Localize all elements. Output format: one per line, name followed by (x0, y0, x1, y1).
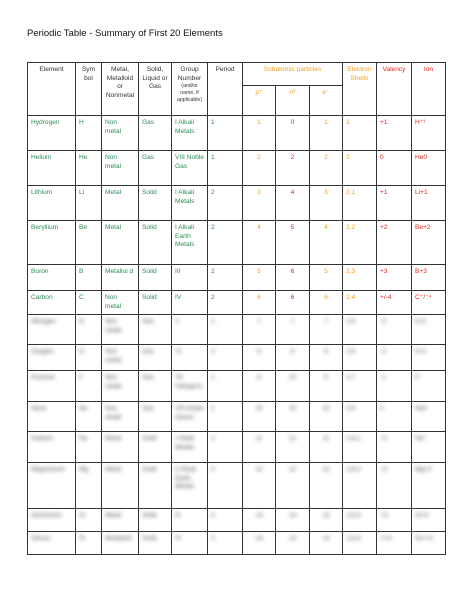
state-cell: Solid (139, 265, 172, 291)
symbol-cell: O (76, 345, 102, 371)
header-ion: Ion (412, 63, 446, 116)
electrons-cell: 10 (310, 402, 343, 432)
period-cell: 3 (208, 532, 243, 555)
protons-cell: 8 (243, 345, 276, 371)
protons-cell: 12 (243, 463, 276, 509)
neutrons-cell: 2 (276, 151, 310, 186)
type-cell: Non metal (102, 116, 139, 151)
type-cell: Metalloi d (102, 265, 139, 291)
header-valency: Valency (377, 63, 412, 116)
ion-cell: B+3 (412, 265, 446, 291)
electrons-cell: 5 (310, 265, 343, 291)
element-cell: Beryllium (28, 221, 76, 265)
page-title: Periodic Table - Summary of First 20 Elements (27, 28, 223, 39)
electrons-cell: 7 (310, 315, 343, 345)
type-cell: Non metal (102, 151, 139, 186)
valency-cell: +/-4 (377, 291, 412, 315)
header-group (172, 63, 208, 116)
state-cell: Solid (139, 291, 172, 315)
type-cell: Non metal (102, 315, 139, 345)
element-cell: Aluminium (28, 509, 76, 532)
neutrons-cell: 7 (276, 315, 310, 345)
elements-table (27, 62, 446, 555)
valency-cell: -2 (377, 345, 412, 371)
state-cell: Gas (139, 315, 172, 345)
neutrons-cell: 12 (276, 432, 310, 463)
protons-cell: 2 (243, 151, 276, 186)
shells-cell: 2,8,2 (343, 463, 377, 509)
type-cell: Metalloid (102, 532, 139, 555)
group-cell: I Alkali Metals (172, 116, 208, 151)
symbol-cell: C (76, 291, 102, 315)
state-cell: Solid (139, 186, 172, 221)
symbol-cell: Si (76, 532, 102, 555)
type-cell: Non metal (102, 402, 139, 432)
neutrons-cell: 6 (276, 291, 310, 315)
ion-cell: H⁺¹ (412, 116, 446, 151)
group-cell: VIII Noble Gas (172, 151, 208, 186)
symbol-cell: H (76, 116, 102, 151)
element-cell: Neon (28, 402, 76, 432)
shells-cell: 2,6 (343, 345, 377, 371)
shells-cell: 1 (343, 116, 377, 151)
header-group-title: Group Number (177, 66, 202, 82)
state-cell: Gas (139, 151, 172, 186)
valency-cell: 0 (377, 151, 412, 186)
period-cell: 2 (208, 186, 243, 221)
valency-cell: +1 (377, 116, 412, 151)
header-neutrons: n⁰ (276, 86, 310, 116)
table-row (28, 186, 446, 221)
ion-cell: Na⁺ (412, 432, 446, 463)
electrons-cell: 14 (310, 532, 343, 555)
valency-cell: +/-4 (377, 532, 412, 555)
ion-cell: O-2 (412, 345, 446, 371)
type-cell: Metal (102, 221, 139, 265)
group-cell: I Alkali Metals (172, 432, 208, 463)
valency-cell: +3 (377, 509, 412, 532)
symbol-cell: He (76, 151, 102, 186)
neutrons-cell: 6 (276, 265, 310, 291)
state-cell: Solid (139, 463, 172, 509)
table-row (28, 221, 446, 265)
period-cell: 2 (208, 291, 243, 315)
neutrons-cell: 0 (276, 116, 310, 151)
ion-cell: N-3 (412, 315, 446, 345)
group-cell: VI (172, 345, 208, 371)
valency-cell: +1 (377, 186, 412, 221)
type-cell: Metal (102, 432, 139, 463)
element-cell: Carbon (28, 291, 76, 315)
shells-cell: 2,1 (343, 186, 377, 221)
ion-cell: Li+1 (412, 186, 446, 221)
state-cell: Solid (139, 532, 172, 555)
ion-cell: He0 (412, 151, 446, 186)
protons-cell: 14 (243, 532, 276, 555)
group-cell: III (172, 265, 208, 291)
valency-cell: -3 (377, 315, 412, 345)
protons-cell: 13 (243, 509, 276, 532)
protons-cell: 6 (243, 291, 276, 315)
ion-cell: Mg+2 (412, 463, 446, 509)
shells-cell: 2,3 (343, 265, 377, 291)
symbol-cell: B (76, 265, 102, 291)
ion-cell: Si+/-4 (412, 532, 446, 555)
valency-cell: +3 (377, 265, 412, 291)
period-cell: 3 (208, 432, 243, 463)
header-group-sub: (and/or name, if applicable) (176, 83, 203, 103)
element-cell: Helium (28, 151, 76, 186)
shells-cell: 2,8,3 (343, 509, 377, 532)
neutrons-cell: 10 (276, 371, 310, 402)
element-cell: Hydrogen (28, 116, 76, 151)
protons-cell: 3 (243, 186, 276, 221)
electrons-cell: 12 (310, 463, 343, 509)
ion-cell: Ne0 (412, 402, 446, 432)
neutrons-cell: 8 (276, 345, 310, 371)
state-cell: Gas (139, 116, 172, 151)
type-cell: Metal (102, 186, 139, 221)
type-cell: Metal (102, 463, 139, 509)
shells-cell: 2,5 (343, 315, 377, 345)
protons-cell: 10 (243, 402, 276, 432)
symbol-cell: Na (76, 432, 102, 463)
protons-cell: 1 (243, 116, 276, 151)
electrons-cell: 3 (310, 186, 343, 221)
neutrons-cell: 14 (276, 532, 310, 555)
element-cell: Lithium (28, 186, 76, 221)
element-cell: Boron (28, 265, 76, 291)
symbol-cell: Be (76, 221, 102, 265)
header-element: Element (28, 63, 76, 116)
element-cell: Fluorine (28, 371, 76, 402)
header-electrons: e⁻ (310, 86, 343, 116)
group-cell: V (172, 315, 208, 345)
table-row (28, 315, 446, 345)
element-cell: Silicon (28, 532, 76, 555)
valency-cell: 0 (377, 402, 412, 432)
ion-cell: Al+3 (412, 509, 446, 532)
electrons-cell: 8 (310, 345, 343, 371)
protons-cell: 11 (243, 432, 276, 463)
valency-cell: +1 (377, 432, 412, 463)
state-cell: Solid (139, 221, 172, 265)
group-cell: VII Halogens (172, 371, 208, 402)
element-cell: Nitrogen (28, 315, 76, 345)
period-cell: 2 (208, 345, 243, 371)
symbol-cell: Al (76, 509, 102, 532)
state-cell: Gas (139, 371, 172, 402)
valency-cell: +2 (377, 463, 412, 509)
symbol-cell: Li (76, 186, 102, 221)
period-cell: 2 (208, 315, 243, 345)
type-cell: Metal (102, 509, 139, 532)
neutrons-cell: 12 (276, 463, 310, 509)
neutrons-cell: 5 (276, 221, 310, 265)
group-cell: IV (172, 291, 208, 315)
type-cell: Non metal (102, 345, 139, 371)
header-shells: Electron Shells (343, 63, 377, 116)
period-cell: 3 (208, 463, 243, 509)
table-row (28, 532, 446, 555)
neutrons-cell: 10 (276, 402, 310, 432)
group-cell: I Alkali Earth Metals (172, 221, 208, 265)
period-cell: 1 (208, 151, 243, 186)
element-cell: Oxygen (28, 345, 76, 371)
period-cell: 2 (208, 402, 243, 432)
shells-cell: 2,8,4 (343, 532, 377, 555)
protons-cell: 9 (243, 371, 276, 402)
electrons-cell: 1 (310, 116, 343, 151)
table-row (28, 371, 446, 402)
element-cell: Sodium (28, 432, 76, 463)
shells-cell: 2,8,1 (343, 432, 377, 463)
table-row (28, 463, 446, 509)
shells-cell: 2,7 (343, 371, 377, 402)
shells-cell: 2 (343, 151, 377, 186)
ion-cell: C⁺/⁻⁴ (412, 291, 446, 315)
valency-cell: +2 (377, 221, 412, 265)
header-type: Metal, Metalloid or Nonmetal (102, 63, 139, 116)
group-cell: III (172, 509, 208, 532)
symbol-cell: Mg (76, 463, 102, 509)
shells-cell: 2,8 (343, 402, 377, 432)
state-cell: Gas (139, 402, 172, 432)
neutrons-cell: 4 (276, 186, 310, 221)
ion-cell: Be+2 (412, 221, 446, 265)
symbol-cell: N (76, 315, 102, 345)
table-row (28, 151, 446, 186)
electrons-cell: 9 (310, 371, 343, 402)
type-cell: Non metal (102, 371, 139, 402)
electrons-cell: 2 (310, 151, 343, 186)
valency-cell: -1 (377, 371, 412, 402)
period-cell: 2 (208, 371, 243, 402)
table-row (28, 291, 446, 315)
neutrons-cell: 14 (276, 509, 310, 532)
period-cell: 2 (208, 265, 243, 291)
shells-cell: 2,4 (343, 291, 377, 315)
symbol-cell: F (76, 371, 102, 402)
period-cell: 1 (208, 116, 243, 151)
state-cell: Solid (139, 509, 172, 532)
ion-cell: F⁻ (412, 371, 446, 402)
table-row (28, 432, 446, 463)
electrons-cell: 4 (310, 221, 343, 265)
table-row (28, 345, 446, 371)
electrons-cell: 6 (310, 291, 343, 315)
period-cell: 2 (208, 221, 243, 265)
electrons-cell: 11 (310, 432, 343, 463)
table-row (28, 509, 446, 532)
table-row (28, 402, 446, 432)
state-cell: Solid (139, 432, 172, 463)
header-protons: p⁺ (243, 86, 276, 116)
group-cell: II Alkali Earth Metals (172, 463, 208, 509)
header-period: Period (208, 63, 243, 116)
table-row (28, 116, 446, 151)
group-cell: I Alkali Metals (172, 186, 208, 221)
shells-cell: 2,2 (343, 221, 377, 265)
group-cell: VIII Noble Gases (172, 402, 208, 432)
state-cell: Gas (139, 345, 172, 371)
electrons-cell: 13 (310, 509, 343, 532)
header-symbol: Sym bol (76, 63, 102, 116)
table-row (28, 265, 446, 291)
protons-cell: 4 (243, 221, 276, 265)
period-cell: 3 (208, 509, 243, 532)
symbol-cell: Ne (76, 402, 102, 432)
protons-cell: 7 (243, 315, 276, 345)
header-state: Solid, Liquid or Gas (139, 63, 172, 116)
type-cell: Non metal (102, 291, 139, 315)
element-cell: Magnesium (28, 463, 76, 509)
group-cell: IV (172, 532, 208, 555)
protons-cell: 5 (243, 265, 276, 291)
header-subatomic: Subatomic particles (243, 63, 343, 86)
